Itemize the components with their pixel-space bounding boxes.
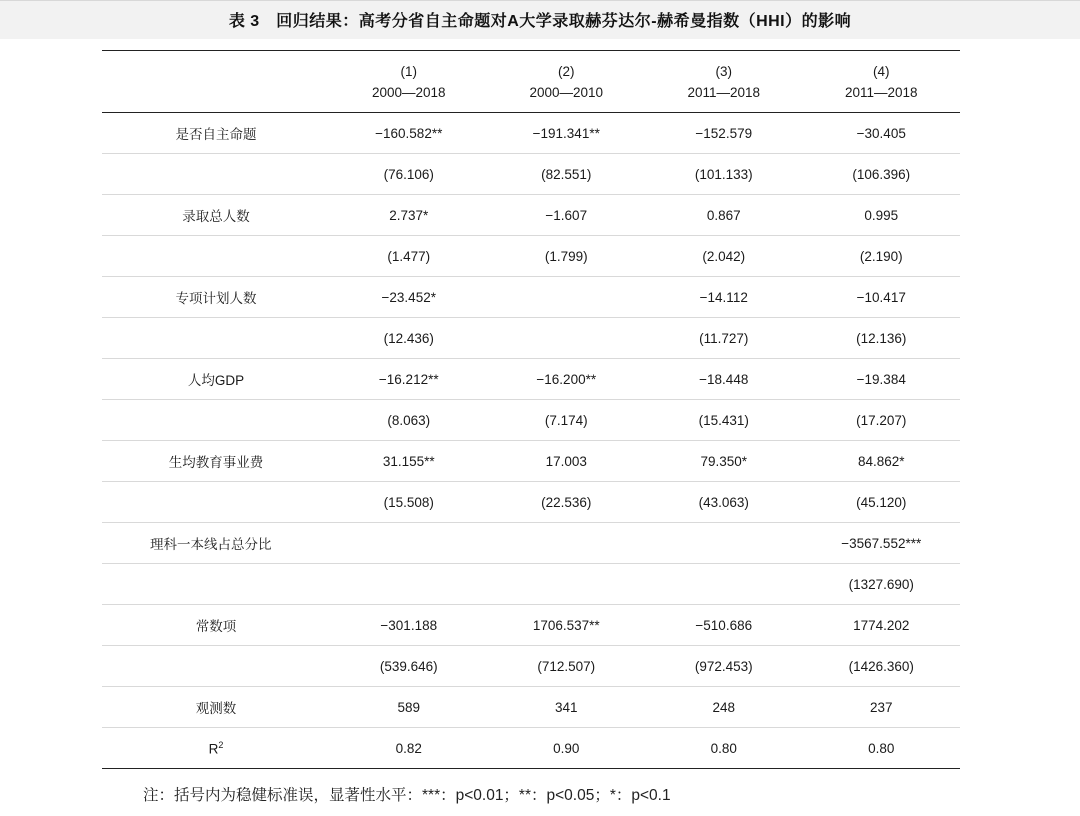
table-cell: (11.727) — [645, 318, 803, 359]
table-cell: (12.136) — [803, 318, 961, 359]
row-label — [102, 482, 330, 523]
row-label-superscript: 2 — [218, 739, 224, 750]
row-label — [102, 318, 330, 359]
row-label-text: 录取总人数 — [182, 209, 250, 224]
table-cell — [330, 564, 488, 605]
table-cell — [488, 277, 646, 318]
table-cell: (15.508) — [330, 482, 488, 523]
row-label — [102, 523, 330, 564]
table-cell: −18.448 — [645, 359, 803, 400]
table-body — [102, 113, 960, 769]
table-title: 表 3 回归结果：高考分省自主命题对A大学录取赫芬达尔-赫希曼指数（HHI）的影响 — [228, 13, 852, 30]
table-row — [102, 277, 960, 318]
table-cell: −301.188 — [330, 605, 488, 646]
row-label-text: 人均GDP — [187, 373, 245, 388]
table-cell — [488, 523, 646, 564]
header-model-1 — [330, 51, 488, 113]
table-cell: −510.686 — [645, 605, 803, 646]
table-cell: (76.106) — [330, 154, 488, 195]
table-cell: 0.90 — [488, 728, 646, 769]
model-num: (3) — [715, 63, 732, 79]
table-cell — [645, 564, 803, 605]
table-cell: −14.112 — [645, 277, 803, 318]
row-label — [102, 564, 330, 605]
header-model-4 — [803, 51, 961, 113]
table-row — [102, 318, 960, 359]
table-cell: 341 — [488, 687, 646, 728]
table-cell: 2.737* — [330, 195, 488, 236]
table-row — [102, 646, 960, 687]
row-label — [102, 154, 330, 195]
regression-table — [102, 50, 960, 769]
table-row — [102, 564, 960, 605]
table-cell: (2.190) — [803, 236, 961, 277]
table-cell: (7.174) — [488, 400, 646, 441]
table-cell: 248 — [645, 687, 803, 728]
table-cell: 84.862* — [803, 441, 961, 482]
table-cell: −1.607 — [488, 195, 646, 236]
model-num: (2) — [558, 63, 575, 79]
table-row — [102, 195, 960, 236]
table-cell: −191.341** — [488, 113, 646, 154]
table-cell — [488, 564, 646, 605]
row-label-text: 观测数 — [195, 701, 237, 716]
table-cell: (15.431) — [645, 400, 803, 441]
table-cell: (712.507) — [488, 646, 646, 687]
header-row — [102, 51, 960, 113]
table-row — [102, 154, 960, 195]
table-cell: (82.551) — [488, 154, 646, 195]
table-cell: 31.155** — [330, 441, 488, 482]
table-cell: (539.646) — [330, 646, 488, 687]
table-cell: −23.452* — [330, 277, 488, 318]
model-period: 2011—2018 — [687, 84, 761, 100]
table-cell: (972.453) — [645, 646, 803, 687]
table-cell: −30.405 — [803, 113, 961, 154]
table-cell: 79.350* — [645, 441, 803, 482]
model-period: 2000—2018 — [371, 84, 446, 100]
table-cell — [645, 523, 803, 564]
table-cell: 0.80 — [803, 728, 961, 769]
row-label — [102, 113, 330, 154]
table-cell: 589 — [330, 687, 488, 728]
table-cell: 17.003 — [488, 441, 646, 482]
table-row — [102, 523, 960, 564]
table-cell: 0.80 — [645, 728, 803, 769]
row-label-text: 理科一本线占总分比 — [150, 537, 272, 552]
table-cell — [488, 318, 646, 359]
row-label — [102, 236, 330, 277]
table-row — [102, 400, 960, 441]
row-label — [102, 605, 330, 646]
row-label — [102, 646, 330, 687]
table-cell: (12.436) — [330, 318, 488, 359]
table-cell: 0.995 — [803, 195, 961, 236]
row-label-text: 常数项 — [195, 619, 237, 634]
table-cell: −3567.552*** — [803, 523, 961, 564]
table-cell: 0.867 — [645, 195, 803, 236]
table-row — [102, 236, 960, 277]
row-label — [102, 400, 330, 441]
table-cell: (8.063) — [330, 400, 488, 441]
table-cell: (45.120) — [803, 482, 961, 523]
row-label-text: 专项计划人数 — [175, 291, 257, 306]
header-corner — [102, 51, 330, 113]
header-model-2 — [488, 51, 646, 113]
row-label — [102, 441, 330, 482]
table-cell: −152.579 — [645, 113, 803, 154]
table-cell: (106.396) — [803, 154, 961, 195]
table-cell: 0.82 — [330, 728, 488, 769]
table-cell: (22.536) — [488, 482, 646, 523]
header-model-3 — [645, 51, 803, 113]
row-label-text: R — [208, 741, 219, 757]
row-label — [102, 687, 330, 728]
table-row — [102, 113, 960, 154]
table-cell: −160.582** — [330, 113, 488, 154]
table-cell: 1706.537** — [488, 605, 646, 646]
table-row — [102, 687, 960, 728]
table-row — [102, 482, 960, 523]
table-cell — [330, 523, 488, 564]
row-label-text: 是否自主命题 — [175, 127, 257, 142]
row-label — [102, 195, 330, 236]
row-label — [102, 359, 330, 400]
table-row — [102, 728, 960, 769]
table-cell: −19.384 — [803, 359, 961, 400]
table-note: 注：括号内为稳健标准误，显著性水平：***：p<0.01；**：p<0.05；*：p<0.1 — [143, 787, 671, 804]
regression-table-container — [102, 50, 960, 769]
table-cell: (17.207) — [803, 400, 961, 441]
table-cell: (43.063) — [645, 482, 803, 523]
table-cell: −16.200** — [488, 359, 646, 400]
row-label-text: 生均教育事业费 — [168, 455, 264, 470]
model-period: 2000—2010 — [529, 84, 604, 100]
table-cell: 237 — [803, 687, 961, 728]
table-cell: 1774.202 — [803, 605, 961, 646]
row-label — [102, 277, 330, 318]
table-row — [102, 441, 960, 482]
table-row — [102, 359, 960, 400]
table-cell: (1327.690) — [803, 564, 961, 605]
table-cell: (1.477) — [330, 236, 488, 277]
table-cell: (1426.360) — [803, 646, 961, 687]
table-cell: (101.133) — [645, 154, 803, 195]
table-cell: (1.799) — [488, 236, 646, 277]
table-cell: −10.417 — [803, 277, 961, 318]
model-period: 2011—2018 — [844, 84, 918, 100]
table-row — [102, 605, 960, 646]
table-cell: (2.042) — [645, 236, 803, 277]
model-num: (4) — [873, 63, 890, 79]
model-num: (1) — [400, 63, 417, 79]
row-label — [102, 728, 330, 769]
table-cell: −16.212** — [330, 359, 488, 400]
